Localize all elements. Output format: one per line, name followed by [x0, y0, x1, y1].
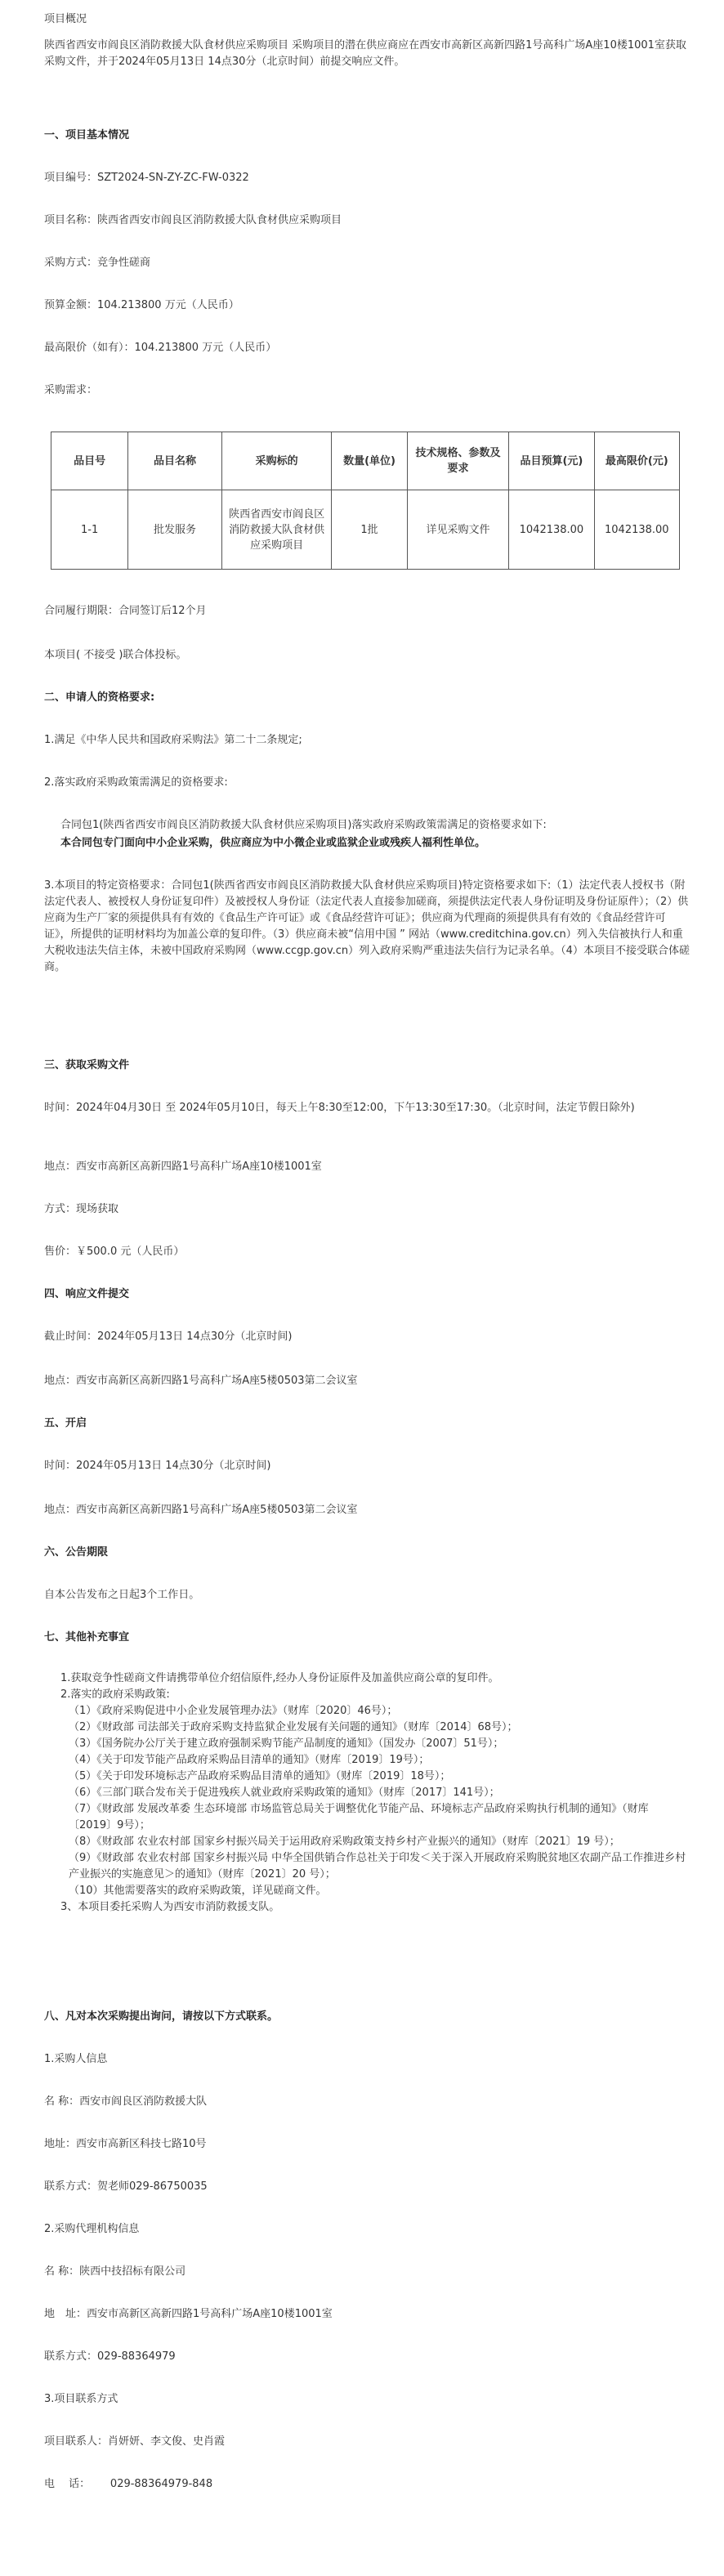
agency-name: 名 称：陕西中技招标有限公司 [44, 2265, 186, 2278]
submission-deadline: 截止时间：2024年05月13日 14点30分（北京时间) [44, 1330, 293, 1343]
list-item: （4）《关于印发节能产品政府采购品目清单的通知》（财库〔2019〕19号）； [69, 1754, 430, 1766]
budget-amount: 预算金额：104.213800 万元（人民币） [44, 299, 239, 311]
col-header: 采购标的 [221, 432, 332, 490]
list-item: 2.落实的政府采购政策: [60, 1688, 170, 1701]
supplementary-list [60, 1670, 691, 1916]
col-header: 数量(单位) [332, 432, 407, 490]
project-contact-phone: 电 话： 029-88364979-848 [44, 2478, 213, 2490]
table-cell: 1批 [332, 490, 407, 570]
table-cell: 1042138.00 [594, 490, 679, 570]
col-header: 技术规格、参数及要求 [407, 432, 509, 490]
list-item: （8）《财政部 农业农村部 国家乡村振兴局关于运用政府采购政策支持乡村产业振兴的通知》（财库〔2021〕19 号）； [69, 1836, 620, 1848]
buyer-name: 名 称：西安市阎良区消防救援大队 [44, 2095, 208, 2108]
opening-place: 地点：西安市高新区高新四路1号高科广场A座5楼0503第二会议室 [44, 1504, 358, 1516]
section-7-heading: 七、其他补充事宜 [44, 1631, 130, 1644]
agency-address: 地 址：西安市高新区高新四路1号高科广场A座10楼1001室 [44, 2308, 333, 2320]
table-cell: 陕西省西安市阎良区消防救援大队食材供应采购项目 [221, 490, 332, 570]
section-3-heading: 三、获取采购文件 [44, 1059, 130, 1071]
obtain-method: 方式：现场获取 [44, 1203, 119, 1215]
agency-contact: 联系方式：029-88364979 [44, 2350, 176, 2363]
overview-text: 陕西省西安市阎良区消防救援大队食材供应采购项目 采购项目的潜在供应商应在西安市高新区高新四路1号高科广场A座10楼1001室获取采购文件，并于2024年05月13日 14点30分（北京时间）前提交响应文件。 [44, 39, 686, 68]
qualification-item-2-detail: 合同包1(陕西省西安市阎良区消防救援大队食材供应采购项目)落实政府采购政策需满足的资格要求如下: [60, 819, 547, 831]
max-price: 最高限价（如有）：104.213800 万元（人民币） [44, 342, 277, 354]
requirements-label: 采购需求： [44, 384, 98, 396]
col-header: 品目号 [51, 432, 128, 490]
list-item: 3、本项目委托采购人为西安市消防救援支队。 [60, 1901, 280, 1913]
submission-place: 地点：西安市高新区高新四路1号高科广场A座5楼0503第二会议室 [44, 1375, 358, 1387]
buyer-title: 1.采购人信息 [44, 2053, 108, 2065]
list-item: 1.获取竞争性磋商文件请携带单位介绍信原件,经办人身份证原件及加盖供应商公章的复印件。 [60, 1672, 499, 1684]
list-item: （10）其他需要落实的政府采购政策，详见磋商文件。 [69, 1885, 327, 1897]
contract-period: 合同履行期限：合同签订后12个月 [44, 605, 207, 617]
list-item: （3）《国务院办公厅关于建立政府强制采购节能产品制度的通知》（国发办〔2007〕51号）； [69, 1737, 504, 1750]
section-8-heading: 八、凡对本次采购提出询问，请按以下方式联系。 [44, 2010, 279, 2023]
col-header: 品目名称 [128, 432, 221, 490]
project-contact-people: 项目联系人：肖妍妍、李文俊、史肖霞 [44, 2435, 226, 2448]
list-item: （7）《财政部 发展改革委 生态环境部 市场监管总局关于调整优化节能产品、环境标志产品政府采购执行机制的通知》（财库〔2019〕9号）； [69, 1803, 649, 1831]
qualification-item-2-policy: 本合同包专门面向中小企业采购，供应商应为中小微企业或监狱企业或残疾人福利性单位。 [60, 837, 486, 849]
section-5-heading: 五、开启 [44, 1417, 87, 1429]
qualification-item-2: 2.落实政府采购政策需满足的资格要求: [44, 776, 228, 789]
project-number: 项目编号：SZT2024-SN-ZY-ZC-FW-0322 [44, 172, 249, 184]
section-2-heading: 二、申请人的资格要求: [44, 691, 155, 704]
procurement-method: 采购方式：竞争性磋商 [44, 257, 151, 269]
overview-heading: 项目概况 [44, 13, 87, 25]
col-header: 最高限价(元) [594, 432, 679, 490]
table-cell: 批发服务 [128, 490, 221, 570]
obtain-time: 时间：2024年04月30日 至 2024年05月10日，每天上午8:30至12:00，下午13:30至17:30。（北京时间，法定节假日除外) [44, 1102, 635, 1114]
buyer-contact: 联系方式：贺老师029-86750035 [44, 2180, 208, 2193]
table-header-row [51, 432, 680, 490]
list-item: （5）《关于印发环境标志产品政府采购品目清单的通知》（财库〔2019〕18号）； [69, 1770, 451, 1782]
table-cell: 1-1 [51, 490, 128, 570]
list-item: （9）《财政部 农业农村部 国家乡村振兴局 中华全国供销合作总社关于印发＜关于深入开展政府采购脱贫地区农副产品工作推进乡村产业振兴的实施意见＞的通知》（财库〔2021〕20 号）； [69, 1852, 686, 1881]
project-name: 项目名称：陕西省西安市阎良区消防救援大队食材供应采购项目 [44, 214, 342, 226]
list-item: （2）《财政部 司法部关于政府采购支持监狱企业发展有关问题的通知》（财库〔2014〕68号）； [69, 1721, 518, 1733]
document-price: 售价：￥500.0 元（人民币） [44, 1246, 185, 1258]
announcement-period: 自本公告发布之日起3个工作日。 [44, 1589, 200, 1601]
project-contact-title: 3.项目联系方式 [44, 2393, 118, 2405]
agency-title: 2.采购代理机构信息 [44, 2223, 140, 2235]
qualification-item-3: 3.本项目的特定资格要求：合同包1(陕西省西安市阎良区消防救援大队食材供应采购项目)特定资格要求如下:（1）法定代表人授权书（附法定代表人、被授权人身份证复印件）及被授权人身份证（法定代表人直接参加磋商，须提供法定代表人身份证明及身份证原件）；（2）供应商为生产厂家的须提供具有有效的《食品生产许可证》或《食品经营许可证》；供应商为代理商的须提供具有有效的《食品经营许可证》，所提供的证明材料均为加盖公章的复印件。（3）供应商未被“信用中国 ” 网站（www.creditchina.gov.cn）列入失信被执行人和重大税收违法失信主体，未被中国政府采购网（www.ccgp.gov.cn）列入政府采购严重违法失信行为记录名单。（4）本项目不接受联合体磋商。 [44, 879, 690, 973]
list-item: （1）《政府采购促进中小企业发展管理办法》（财库〔2020〕46号）； [69, 1705, 398, 1717]
col-header: 品目预算(元) [509, 432, 594, 490]
section-1-heading: 一、项目基本情况 [44, 129, 130, 141]
section-4-heading: 四、响应文件提交 [44, 1288, 130, 1300]
buyer-address: 地址：西安市高新区科技七路10号 [44, 2138, 207, 2150]
opening-time: 时间：2024年05月13日 14点30分（北京时间) [44, 1460, 271, 1472]
obtain-place: 地点：西安市高新区高新四路1号高科广场A座10楼1001室 [44, 1161, 322, 1173]
table-cell: 1042138.00 [509, 490, 594, 570]
qualification-item-1: 1.满足《中华人民共和国政府采购法》第二十二条规定; [44, 734, 302, 746]
list-item: （6）《三部门联合发布关于促进残疾人就业政府采购政策的通知》（财库〔2017〕141号）； [69, 1787, 500, 1799]
requirements-table [51, 432, 680, 570]
consortium-note: 本项目( 不接受 )联合体投标。 [44, 649, 187, 661]
section-6-heading: 六、公告期限 [44, 1546, 109, 1559]
table-cell: 详见采购文件 [407, 490, 509, 570]
table-row [51, 490, 680, 570]
